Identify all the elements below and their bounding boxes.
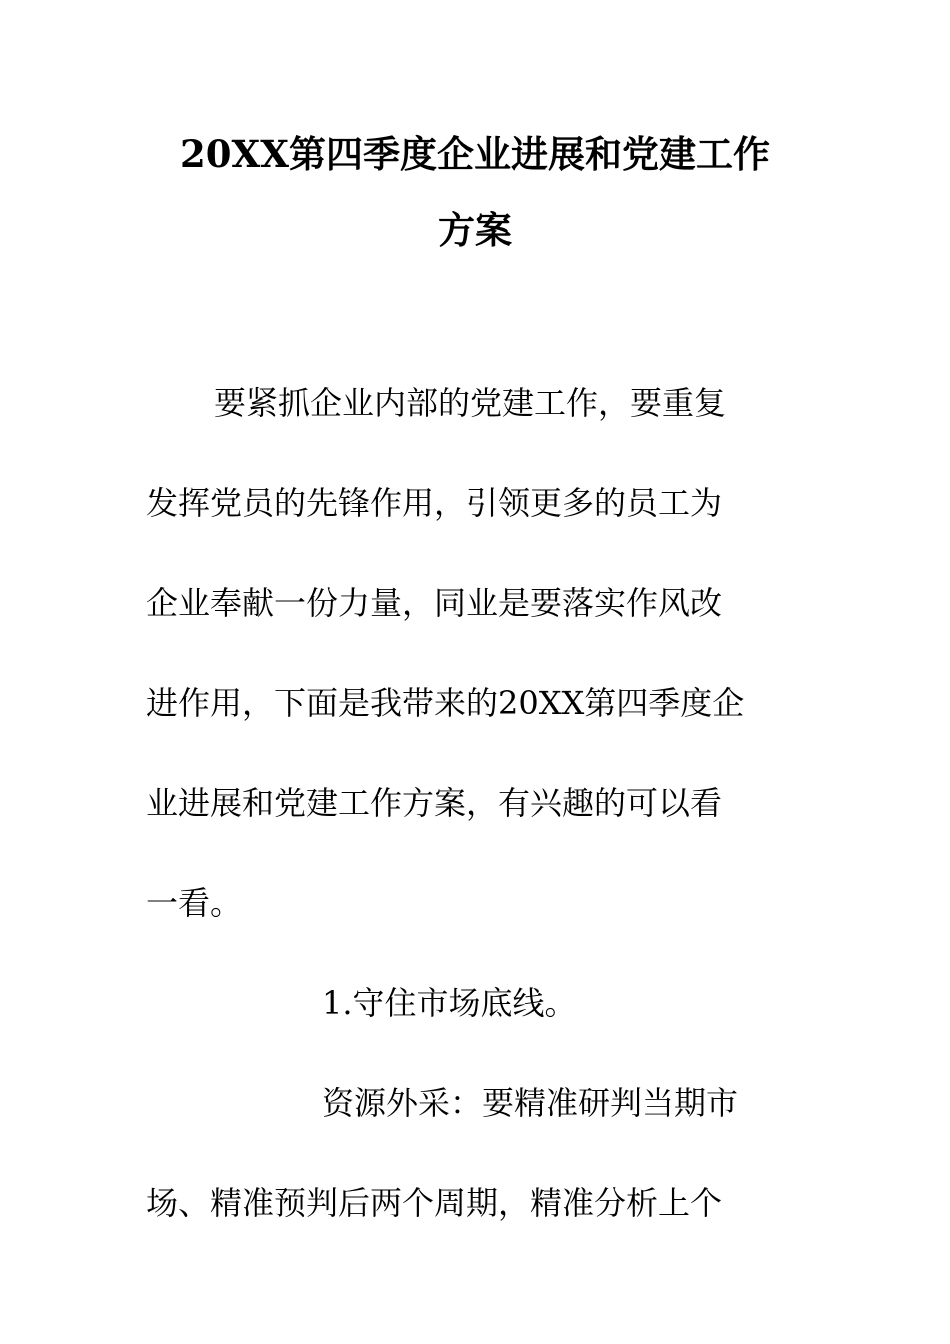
paragraph-line-5: 业进展和党建工作方案，有兴趣的可以看 (146, 784, 723, 822)
paragraph-line-1: 要紧抓企业内部的党建工作，要重复 (214, 384, 727, 422)
paragraph-line-4: 进作用，下面是我带来的20XX第四季度企 (146, 684, 745, 722)
paragraph-line-6: 一看。 (146, 884, 243, 922)
document-title-line-2: 方案 (438, 208, 512, 252)
section-heading: 1.守住市场底线。 (322, 984, 577, 1022)
paragraph2-line-1: 资源外采：要精准研判当期市 (322, 1084, 739, 1122)
document-title-line-1: 20XX第四季度企业进展和党建工作 (180, 132, 770, 176)
paragraph2-line-2: 场、精准预判后两个周期，精准分析上个 (146, 1184, 723, 1222)
paragraph-line-2: 发挥党员的先锋作用，引领更多的员工为 (146, 484, 723, 522)
paragraph-line-3: 企业奉献一份力量，同业是要落实作风改 (146, 584, 723, 622)
